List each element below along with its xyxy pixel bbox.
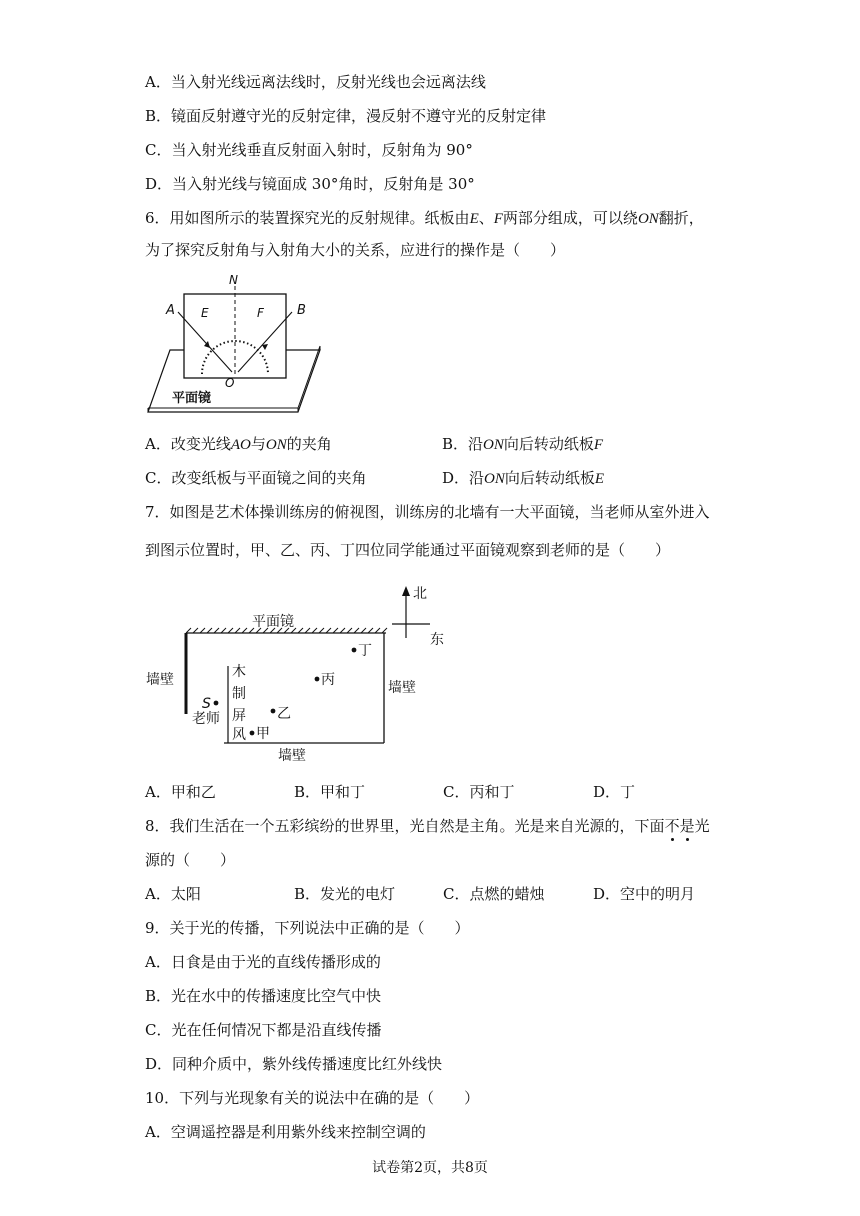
q10-stem: 10．下列与光现象有关的说法中在确的是（ ） <box>145 1089 480 1107</box>
fig7-s-label: S <box>202 696 211 712</box>
q10-option-a: A．空调遥控器是利用紫外线来控制空调的 <box>145 1123 426 1141</box>
q6-option-a <box>145 434 332 455</box>
q6-option-a-on: ON <box>265 437 287 453</box>
q5-option-a: A．当入射光线远离法线时，反射光线也会远离法线 <box>145 73 486 91</box>
q6-label-e: E <box>469 211 479 227</box>
q7-stem-line1: 7．如图是艺术体操训练房的俯视图，训练房的北墙有一大平面镜，当老师从室外进入 <box>145 503 710 521</box>
q8-stem-line2: 源的（ ） <box>145 851 236 869</box>
q6-label-on: ON <box>637 211 659 227</box>
fig6-label-b: B <box>297 303 306 318</box>
q7-stem-line2: 到图示位置时，甲、乙、丙、丁四位同学能通过平面镜观察到老师的是（ ） <box>145 541 671 559</box>
q8-stem-line1 <box>145 816 710 836</box>
q6-stem-part2: 两部分组成，可以绕 <box>502 209 638 227</box>
q8-option-b: B．发光的电灯 <box>294 885 396 903</box>
fig6-label-o: O <box>225 376 235 390</box>
q6-option-b-text: B．沿 <box>442 435 484 453</box>
q7-floorplan-figure <box>140 578 460 770</box>
fig7-jia-dot <box>250 731 255 736</box>
q7-option-d: D．丁 <box>593 783 636 801</box>
q6-option-d-mid: 向后转动纸板 <box>504 469 595 487</box>
fig6-label-e: E <box>201 306 209 320</box>
fig6-label-n: N <box>229 273 238 287</box>
q9-option-d: D．同种介质中，紫外线传播速度比红外线快 <box>145 1055 443 1073</box>
fig7-jia-label: 甲 <box>256 726 270 742</box>
q6-option-b-on: ON <box>483 437 504 453</box>
fig6-label-a: A <box>166 303 175 318</box>
fig7-yi-dot <box>271 709 276 714</box>
q6-option-c: C．改变纸板与平面镜之间的夹角 <box>145 469 367 487</box>
q9-stem: 9．关于光的传播，下列说法中正确的是（ ） <box>145 919 470 937</box>
q8-option-d: D．空中的明月 <box>593 885 696 903</box>
q5-option-b: B．镜面反射遵守光的反射定律，漫反射不遵守光的反射定律 <box>145 107 547 125</box>
q6-option-d-text: D．沿 <box>442 469 485 487</box>
q9-option-a: A．日食是由于光的直线传播形成的 <box>145 953 381 971</box>
fig7-screen-char-4: 风 <box>232 727 246 743</box>
fig7-yi-label: 乙 <box>277 706 291 722</box>
q6-separator: 、 <box>478 209 494 227</box>
fig7-wall-right-label: 墙壁 <box>388 680 416 696</box>
q6-option-a-ao: AO <box>230 437 251 453</box>
q5-option-c: C．当入射光线垂直反射面入射时，反射角为 90° <box>145 141 473 159</box>
q6-number: 6． <box>145 209 170 227</box>
q8-stem-part1: 8．我们生活在一个五彩缤纷的世界里，光自然是主角。光是来自光源的，下面 <box>145 817 665 835</box>
q6-stem-part3: 翻折， <box>658 209 704 227</box>
q6-option-a-post: 的夹角 <box>286 435 332 453</box>
q8-option-a: A．太阳 <box>145 885 201 903</box>
q8-option-c: C．点燃的蜡烛 <box>443 885 545 903</box>
q6-option-d-e: E <box>594 471 605 487</box>
q7-option-c: C．丙和丁 <box>443 783 515 801</box>
q6-reflection-figure <box>140 272 340 420</box>
fig7-mirror-label: 平面镜 <box>252 614 294 630</box>
q9-option-b: B．光在水中的传播速度比空气中快 <box>145 987 382 1005</box>
fig6-label-mirror: 平面镜 <box>172 391 212 406</box>
q6-option-b-mid: 向后转动纸板 <box>503 435 594 453</box>
q6-stem-part1: 用如图所示的装置探究光的反射规律。纸板由 <box>169 209 470 227</box>
fig7-screen-char-1: 木 <box>232 664 246 680</box>
fig7-teacher-label: 老师 <box>192 711 220 727</box>
fig7-bing-label: 丙 <box>321 672 335 688</box>
fig7-screen-char-3: 屏 <box>232 708 246 724</box>
q8-emphasis-not: 不 <box>664 817 680 835</box>
q8-stem-part2: 光 <box>694 817 710 835</box>
q6-option-a-mid: 与 <box>250 435 266 453</box>
page-footer: 试卷第2页，共8页 <box>372 1160 488 1176</box>
q6-stem-line1 <box>145 208 704 229</box>
q6-stem-line2: 为了探究反射角与入射角大小的关系，应进行的操作是（ ） <box>145 241 566 259</box>
q6-option-b <box>442 434 603 455</box>
fig7-screen-char-2: 制 <box>232 686 246 702</box>
q6-label-f: F <box>493 211 503 227</box>
fig7-wall-bottom-label: 墙壁 <box>278 748 306 764</box>
fig6-label-f: F <box>257 306 264 320</box>
fig7-north-label: 北 <box>413 586 427 602</box>
fig7-bing-dot <box>315 677 320 682</box>
q5-option-d: D．当入射光线与镜面成 30°角时，反射角是 30° <box>145 175 475 193</box>
fig7-wall-left-label: 墙壁 <box>146 672 174 688</box>
fig7-east-label: 东 <box>430 632 444 648</box>
fig7-ding-dot <box>352 648 357 653</box>
q6-option-d <box>442 468 604 489</box>
fig7-ding-label: 丁 <box>358 643 372 659</box>
q7-option-b: B．甲和丁 <box>294 783 366 801</box>
q9-option-c: C．光在任何情况下都是沿直线传播 <box>145 1021 382 1039</box>
fig7-teacher-dot <box>214 701 219 706</box>
q6-option-d-on: ON <box>484 471 505 487</box>
q6-option-b-f: F <box>593 437 604 453</box>
q6-option-a-text: A．改变光线 <box>145 435 231 453</box>
q7-option-a: A．甲和乙 <box>145 783 216 801</box>
q8-emphasis-is: 是 <box>679 817 695 835</box>
